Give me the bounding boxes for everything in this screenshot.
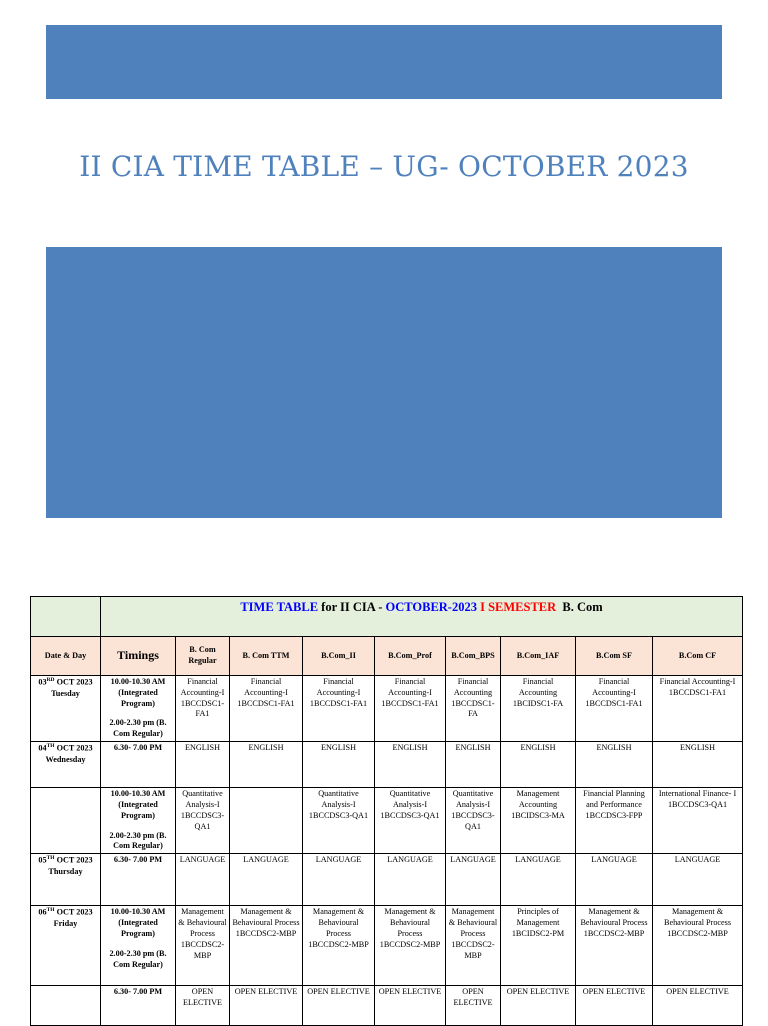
subject-cell: Financial Accounting 1BCCDSC1-FA xyxy=(446,676,501,742)
weekday: Thursday xyxy=(48,866,83,876)
subject-cell: Management & Behavioural Process 1BCCDSC2-MBP xyxy=(446,906,501,986)
timing-cell: 6.30- 7.00 PM xyxy=(101,854,176,906)
date-day-number: 03 xyxy=(38,677,47,687)
header-date-day: Date & Day xyxy=(31,637,101,676)
date-day-number: 04 xyxy=(38,743,47,753)
date-cell xyxy=(31,854,101,906)
date-day-number: 06 xyxy=(38,908,47,918)
subject-cell: LANGUAGE xyxy=(176,854,230,906)
subject-cell: ENGLISH xyxy=(375,742,446,788)
subject-cell: International Finance- I 1BCCDSC3-QA1 xyxy=(653,788,743,854)
subject-cell: Management & Behavioural Process 1BCCDSC2-MBP xyxy=(653,906,743,986)
subject-cell: OPEN ELECTIVE xyxy=(375,986,446,1026)
subject-cell: Financial Planning and Performance 1BCCDSC3-FPP xyxy=(576,788,653,854)
date-month-year: OCT 2023 xyxy=(54,856,93,866)
column-header-row xyxy=(31,637,743,676)
subject-cell: LANGUAGE xyxy=(230,854,303,906)
date-day-number: 05 xyxy=(38,856,47,866)
table-title-row xyxy=(31,597,743,637)
title-part: OCTOBER-2023 xyxy=(385,600,477,614)
subject-cell: Financial Accounting-I 1BCCDSC1-FA1 xyxy=(576,676,653,742)
timing-cell: 6.30- 7.00 PM xyxy=(101,742,176,788)
header-course: B.Com_BPS xyxy=(446,637,501,676)
subject-cell: OPEN ELECTIVE xyxy=(303,986,375,1026)
timing-cell xyxy=(101,788,176,854)
subject-cell: Financial Accounting-I 1BCCDSC1-FA1 xyxy=(230,676,303,742)
date-month-year: OCT 2023 xyxy=(54,908,93,918)
subject-cell: Financial Accounting-I 1BCCDSC1-FA1 xyxy=(303,676,375,742)
subject-cell: ENGLISH xyxy=(303,742,375,788)
subject-cell: Management & Behavioural Process 1BCCDSC2-MBP xyxy=(576,906,653,986)
date-month-year: OCT 2023 xyxy=(54,743,93,753)
title-part: B. Com xyxy=(556,600,603,614)
header-timings: Timings xyxy=(101,637,176,676)
subject-cell: Management & Behavioural Process 1BCCDSC2-MBP xyxy=(375,906,446,986)
subject-cell: LANGUAGE xyxy=(446,854,501,906)
timing-slot: 10.00-10.30 AM (Integrated Program) xyxy=(110,677,166,708)
date-cell xyxy=(31,788,101,854)
date-cell xyxy=(31,986,101,1026)
cover-banner xyxy=(46,247,722,518)
date-cell xyxy=(31,676,101,742)
subject-cell: ENGLISH xyxy=(230,742,303,788)
subject-cell: LANGUAGE xyxy=(375,854,446,906)
header-course: B.Com_IAF xyxy=(501,637,576,676)
subject-cell: Quantitative Analysis-I 1BCCDSC3-QA1 xyxy=(303,788,375,854)
table-row xyxy=(31,742,743,788)
header-course: B. Com TTM xyxy=(230,637,303,676)
subject-cell: Management & Behavioural Process 1BCCDSC2-MBP xyxy=(176,906,230,986)
subject-cell: ENGLISH xyxy=(446,742,501,788)
header-course: B.Com_Prof xyxy=(375,637,446,676)
title-part: I SEMESTER xyxy=(476,600,557,614)
table-row xyxy=(31,676,743,742)
subject-cell: LANGUAGE xyxy=(576,854,653,906)
weekday: Friday xyxy=(53,918,78,928)
table-row xyxy=(31,788,743,854)
header-course: B. Com Regular xyxy=(176,637,230,676)
header-course: B.Com_II xyxy=(303,637,375,676)
timing-slot: 2.00-2.30 pm (B. Com Regular) xyxy=(109,718,167,739)
timing-cell: 6.30- 7.00 PM xyxy=(101,986,176,1026)
timing-slot: 2.00-2.30 pm (B. Com Regular) xyxy=(109,948,167,969)
subject-cell: OPEN ELECTIVE xyxy=(501,986,576,1026)
subject-cell: Management & Behavioural Process 1BCCDSC2-MBP xyxy=(303,906,375,986)
subject-cell: ENGLISH xyxy=(576,742,653,788)
weekday: Tuesday xyxy=(51,688,80,698)
table-row xyxy=(31,986,743,1026)
date-suffix: TH xyxy=(46,743,55,750)
header-banner xyxy=(46,25,722,99)
weekday: Wednesday xyxy=(45,754,86,764)
table-row xyxy=(31,854,743,906)
timing-slot: 10.00-10.30 AM (Integrated Program) xyxy=(110,907,166,938)
subject-cell: ENGLISH xyxy=(653,742,743,788)
page-title: II CIA TIME TABLE – UG- OCTOBER 2023 xyxy=(79,150,689,183)
subject-cell: Financial Accounting-I 1BCCDSC1-FA1 xyxy=(176,676,230,742)
timetable xyxy=(30,596,743,1026)
date-suffix: TH xyxy=(46,907,55,914)
subject-cell: Quantitative Analysis-I 1BCCDSC3-QA1 xyxy=(176,788,230,854)
subject-cell: Principles of Management 1BCIDSC2-PM xyxy=(501,906,576,986)
date-month-year: OCT 2023 xyxy=(54,677,93,687)
date-cell xyxy=(31,742,101,788)
header-course: B.Com CF xyxy=(653,637,743,676)
subject-cell: LANGUAGE xyxy=(501,854,576,906)
subject-cell: LANGUAGE xyxy=(653,854,743,906)
subject-cell: Financial Accounting 1BCIDSC1-FA xyxy=(501,676,576,742)
subject-cell xyxy=(230,788,303,854)
date-cell xyxy=(31,906,101,986)
subject-cell: Financial Accounting-I 1BCCDSC1-FA1 xyxy=(653,676,743,742)
subject-cell: OPEN ELECTIVE xyxy=(653,986,743,1026)
subject-cell: LANGUAGE xyxy=(303,854,375,906)
subject-cell: Management & Behavioural Process 1BCCDSC2-MBP xyxy=(230,906,303,986)
timing-slot: 2.00-2.30 pm (B. Com Regular) xyxy=(109,830,167,851)
subject-cell: Management Accounting 1BCIDSC3-MA xyxy=(501,788,576,854)
subject-cell: Quantitative Analysis-I 1BCCDSC3-QA1 xyxy=(446,788,501,854)
subject-cell: OPEN ELECTIVE xyxy=(230,986,303,1026)
timing-cell xyxy=(101,676,176,742)
subject-cell: Financial Accounting-I 1BCCDSC1-FA1 xyxy=(375,676,446,742)
table-title xyxy=(101,597,743,637)
header-course: B.Com SF xyxy=(576,637,653,676)
table-row xyxy=(31,906,743,986)
title-part: TIME TABLE xyxy=(240,600,319,614)
timing-slot: 10.00-10.30 AM (Integrated Program) xyxy=(110,789,166,820)
subject-cell: ENGLISH xyxy=(176,742,230,788)
subject-cell: OPEN ELECTIVE xyxy=(176,986,230,1026)
date-suffix: RD xyxy=(46,677,55,683)
subject-cell: ENGLISH xyxy=(501,742,576,788)
timing-cell xyxy=(101,906,176,986)
title-blank-cell xyxy=(31,597,101,637)
date-suffix: TH xyxy=(46,855,55,862)
subject-cell: OPEN ELECTIVE xyxy=(576,986,653,1026)
subject-cell: Quantitative Analysis-I 1BCCDSC3-QA1 xyxy=(375,788,446,854)
subject-cell: OPEN ELECTIVE xyxy=(446,986,501,1026)
title-part: for II CIA - xyxy=(318,600,386,614)
